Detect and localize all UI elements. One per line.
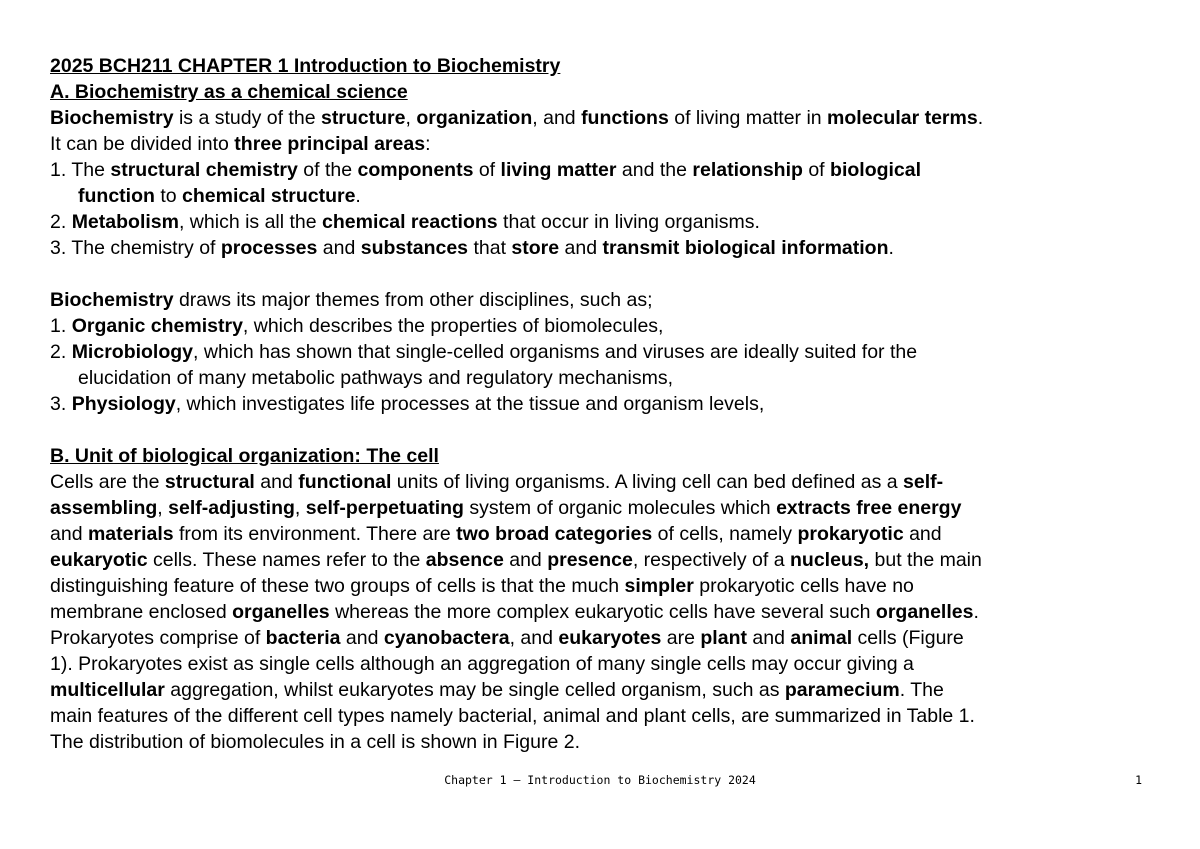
list-item-line (50, 235, 1160, 261)
text-run: of (473, 159, 501, 181)
bold-term: materials (87, 523, 174, 545)
text-run: The distribution of biomolecules in a cell is shown in Figure 2. (50, 731, 581, 753)
themes-intro-line (50, 287, 1160, 313)
text-run: : (425, 133, 431, 155)
text-run: and (903, 523, 942, 545)
bold-term: presence (547, 549, 633, 571)
bold-term: molecular terms (827, 107, 978, 129)
text-run: cells (Figure (852, 627, 964, 649)
list-item-line (50, 339, 1160, 365)
text-run: , and (532, 107, 582, 129)
bold-term: organization (416, 107, 533, 129)
bold-term: plant (700, 627, 747, 649)
bold-term: self-perpetuating (305, 497, 464, 519)
themes-intro (50, 287, 1160, 313)
bold-term: prokaryotic (797, 523, 904, 545)
bold-term: multicellular (50, 679, 165, 701)
spacer (50, 261, 1160, 287)
text-run: and (50, 523, 88, 545)
text-run: , which investigates life processes at the tissue and organism levels, (175, 393, 765, 415)
text-run: , (405, 107, 417, 129)
text-run: membrane enclosed (50, 601, 233, 623)
bold-term: relationship (692, 159, 803, 181)
text-run: 2. (50, 341, 72, 363)
list-item-line (50, 209, 1160, 235)
text-run: and (317, 237, 361, 259)
principal-areas-list (50, 157, 1160, 261)
bold-term: structural chemistry (110, 159, 298, 181)
bold-term: animal (790, 627, 853, 649)
paragraph-line (50, 469, 1160, 495)
text-run: whereas the more complex eukaryotic cells have several such (329, 601, 876, 623)
text-run: , (157, 497, 169, 519)
spacer (50, 417, 1160, 443)
bold-term: self- (903, 471, 944, 493)
bold-term: store (511, 237, 560, 259)
bold-term: structural (164, 471, 255, 493)
bold-term: organelles (232, 601, 330, 623)
bold-term: Physiology (71, 393, 176, 415)
paragraph-line (50, 677, 1160, 703)
bold-term: chemical reactions (322, 211, 498, 233)
bold-term: Organic chemistry (71, 315, 243, 337)
intro-line (50, 131, 1160, 157)
section-a-title: A. Biochemistry as a chemical science (50, 81, 408, 103)
bold-term: eukaryotes (558, 627, 662, 649)
bold-term: simpler (624, 575, 694, 597)
bold-term: function (78, 185, 155, 207)
bold-term: Metabolism (71, 211, 179, 233)
text-run: and the (616, 159, 693, 181)
text-run: is a study of the (173, 107, 321, 129)
paragraph-line (50, 573, 1160, 599)
text-run: , which has shown that single-celled organisms and viruses are ideally suited for the (193, 341, 918, 363)
text-run: are (661, 627, 701, 649)
text-run: distinguishing feature of these two groups of cells is that the much (50, 575, 625, 597)
bold-term: functional (298, 471, 392, 493)
text-run: 3. (50, 393, 72, 415)
text-run: Prokaryotes comprise of (50, 627, 266, 649)
text-run: of the (297, 159, 358, 181)
page-footer (0, 771, 1200, 789)
bold-term: substances (360, 237, 469, 259)
bold-term: self-adjusting (168, 497, 295, 519)
text-run: and (746, 627, 791, 649)
footer-text: Chapter 1 – Introduction to Biochemistry 2024 (444, 773, 756, 787)
bold-term: paramecium (784, 679, 900, 701)
text-run: 1. The (50, 159, 111, 181)
text-run: and (340, 627, 384, 649)
list-item-line (50, 365, 1160, 391)
intro-line (50, 105, 1160, 131)
paragraph-line (50, 729, 1160, 755)
text-run: 3. The chemistry of (50, 237, 221, 259)
bold-term: processes (220, 237, 318, 259)
text-run: . The (899, 679, 944, 701)
text-run: and (559, 237, 603, 259)
text-run: that (468, 237, 512, 259)
text-run: that occur in living organisms. (497, 211, 760, 233)
text-run: , and (509, 627, 559, 649)
text-run: to (154, 185, 183, 207)
text-run: 1. (50, 315, 72, 337)
page-content (50, 53, 1160, 755)
text-run: Cells are the (50, 471, 165, 493)
text-run: of (802, 159, 831, 181)
bold-term: functions (581, 107, 669, 129)
list-item-line (50, 391, 1160, 417)
text-run: 1). Prokaryotes exist as single cells although an aggregation of many single cells may occur giving a (50, 653, 914, 675)
bold-term: Microbiology (71, 341, 194, 363)
bold-term: living matter (500, 159, 617, 181)
section-b-title: B. Unit of biological organization: The cell (50, 445, 439, 467)
bold-term: bacteria (265, 627, 341, 649)
text-run: 2. (50, 211, 72, 233)
text-run: , respectively of a (632, 549, 790, 571)
text-run: It can be divided into (50, 133, 235, 155)
paragraph-line (50, 599, 1160, 625)
text-run: , (294, 497, 306, 519)
section-a-intro (50, 105, 1160, 157)
text-run: and (254, 471, 299, 493)
text-run: and (503, 549, 548, 571)
bold-term: Biochemistry (50, 289, 174, 311)
paragraph-line (50, 703, 1160, 729)
bold-term: extracts free energy (776, 497, 962, 519)
bold-term: transmit biological information (602, 237, 889, 259)
bold-term: eukaryotic (50, 549, 148, 571)
text-run: prokaryotic cells have no (693, 575, 914, 597)
bold-term: chemical structure (182, 185, 356, 207)
text-run: . (888, 237, 894, 259)
text-run: of cells, namely (652, 523, 798, 545)
bold-term: two broad categories (456, 523, 653, 545)
list-item-line (50, 313, 1160, 339)
paragraph-line (50, 547, 1160, 573)
text-run: cells. These names refer to the (147, 549, 426, 571)
text-run: aggregation, whilst eukaryotes may be single celled organism, such as (164, 679, 785, 701)
list-item-line (50, 157, 1160, 183)
paragraph-line (50, 521, 1160, 547)
list-item-line (50, 183, 1160, 209)
bold-term: nucleus, (790, 549, 870, 571)
text-run: system of organic molecules which (463, 497, 777, 519)
bold-term: assembling (50, 497, 158, 519)
bold-term: structure (320, 107, 406, 129)
bold-term: three principal areas (234, 133, 426, 155)
text-run: draws its major themes from other disciplines, such as; (173, 289, 653, 311)
text-run: . (355, 185, 361, 207)
text-run: . (973, 601, 979, 623)
paragraph-line (50, 651, 1160, 677)
chapter-heading: 2025 BCH211 CHAPTER 1 Introduction to Biochemistry (50, 55, 561, 77)
text-run: from its environment. There are (173, 523, 457, 545)
bold-term: cyanobactera (383, 627, 510, 649)
bold-term: organelles (875, 601, 974, 623)
section-b-paragraph (50, 469, 1160, 755)
bold-term: absence (425, 549, 504, 571)
bold-term: components (357, 159, 474, 181)
text-run: of living matter in (668, 107, 828, 129)
text-run: main features of the different cell types namely bacterial, animal and plant cells, are summarized in Table 1. (50, 705, 975, 727)
text-run: . (977, 107, 984, 129)
text-run: , which describes the properties of biomolecules, (242, 315, 664, 337)
paragraph-line (50, 495, 1160, 521)
text-run: elucidation of many metabolic pathways and regulatory mechanisms, (78, 367, 674, 389)
text-run: units of living organisms. A living cell can bed defined as a (391, 471, 904, 493)
page-number: 1 (1135, 773, 1142, 787)
text-run: , which is all the (178, 211, 323, 233)
bold-term: biological (830, 159, 922, 181)
paragraph-line (50, 625, 1160, 651)
bold-term: Biochemistry (50, 107, 174, 129)
text-run: but the main (869, 549, 982, 571)
themes-list (50, 313, 1160, 417)
